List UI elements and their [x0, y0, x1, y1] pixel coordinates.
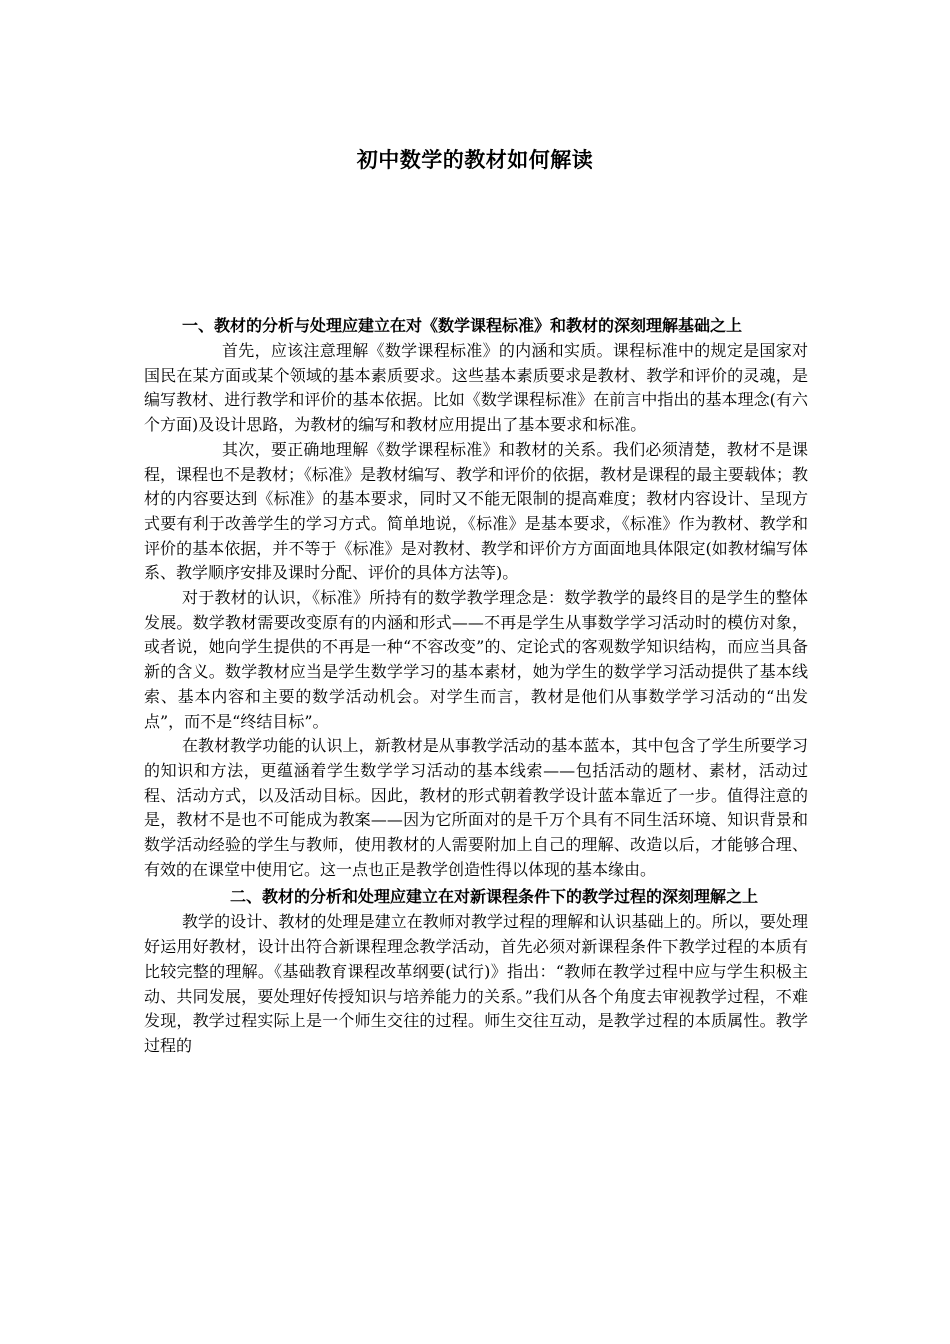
- section-heading-1: 一、教材的分析与处理应建立在对《数学课程标准》和教材的深刻理解基础之上: [182, 316, 743, 335]
- paragraph: 其次，要正确地理解《数学课程标准》和教材的关系。我们必须清楚，教材不是课程，课程也不是教材；《标准》是教材编写、教学和评价的依据，教材是课程的最主要载体；教材的内容要达到《标准》的基本要求，同时又不能无限制的提高难度；教材内容设计、呈现方式要有利于改善学生的学习方式。简单地说，《标准》是基本要求，《标准》作为教材、教学和评价的基本依据，并不等于《标准》是对教材、教学和评价方方面面地具体限定(如教材编写体系、教学顺序安排及课时分配、评价的具体方法等)。: [144, 439, 809, 583]
- document-body: [144, 312, 808, 1059]
- paragraph: 教学的设计、教材的处理是建立在教师对教学过程的理解和认识基础上的。所以，要处理好运用好教材，设计出符合新课程理念教学活动，首先必须对新课程条件下教学过程的本质有比较完整的理解。《基础教育课程改革纲要(试行)》指出：“教师在教学过程中应与学生积极主动、共同发展，要处理好传授知识与培养能力的关系。”我们从各个角度去审视教学过程，不难发现，教学过程实际上是一个师生交往的过程。师生交往互动，是教学过程的本质属性。教学过程的: [144, 912, 808, 1055]
- section-heading-2: 二、教材的分析和处理应建立在对新课程条件下的教学过程的深刻理解之上: [230, 887, 759, 907]
- document-title: 初中数学的教材如何解读: [356, 148, 594, 172]
- paragraph: 首先，应该注意理解《数学课程标准》的内涵和实质。课程标准中的规定是国家对国民在某方面或某个领域的基本素质要求。这些基本素质要求是教材、教学和评价的灵魂，是编写教材、进行教学和评价的基本依据。比如《数学课程标准》在前言中指出的基本理念(有六个方面)及设计思路，为教材的编写和教材应用提出了基本要求和标准。: [144, 341, 808, 435]
- paragraph: 在教材教学功能的认识上，新教材是从事教学活动的基本蓝本，其中包含了学生所要学习的知识和方法，更蕴涵着学生数学学习活动的基本线索——包括活动的题材、素材，活动过程、活动方式，以及活动目标。因此，教材的形式朝着教学设计蓝本靠近了一步。值得注意的是，教材不是也不可能成为教案——因为它所面对的是千万个具有不同生活环境、知识背景和数学活动经验的学生与教师，使用教材的人需要附加上自己的理解、改造以后，才能够合理、有效的在课堂中使用它。这一点也正是教学创造性得以体现的基本缘由。: [144, 736, 808, 879]
- paragraph: 对于教材的认识，《标准》所持有的数学教学理念是：数学教学的最终目的是学生的整体发展。数学教材需要改变原有的内涵和形式——不再是学生从事数学学习活动时的模仿对象，或者说，她向学生提供的不再是一种“不容改变”的、定论式的客观数学知识结构，而应当具备新的含义。数学教材应当是学生数学学习的基本素材，她为学生的数学学习活动提供了基本线索、基本内容和主要的数学活动机会。对学生而言，教材是他们从事数学学习活动的“出发点”，而不是“终结目标”。: [144, 588, 808, 731]
